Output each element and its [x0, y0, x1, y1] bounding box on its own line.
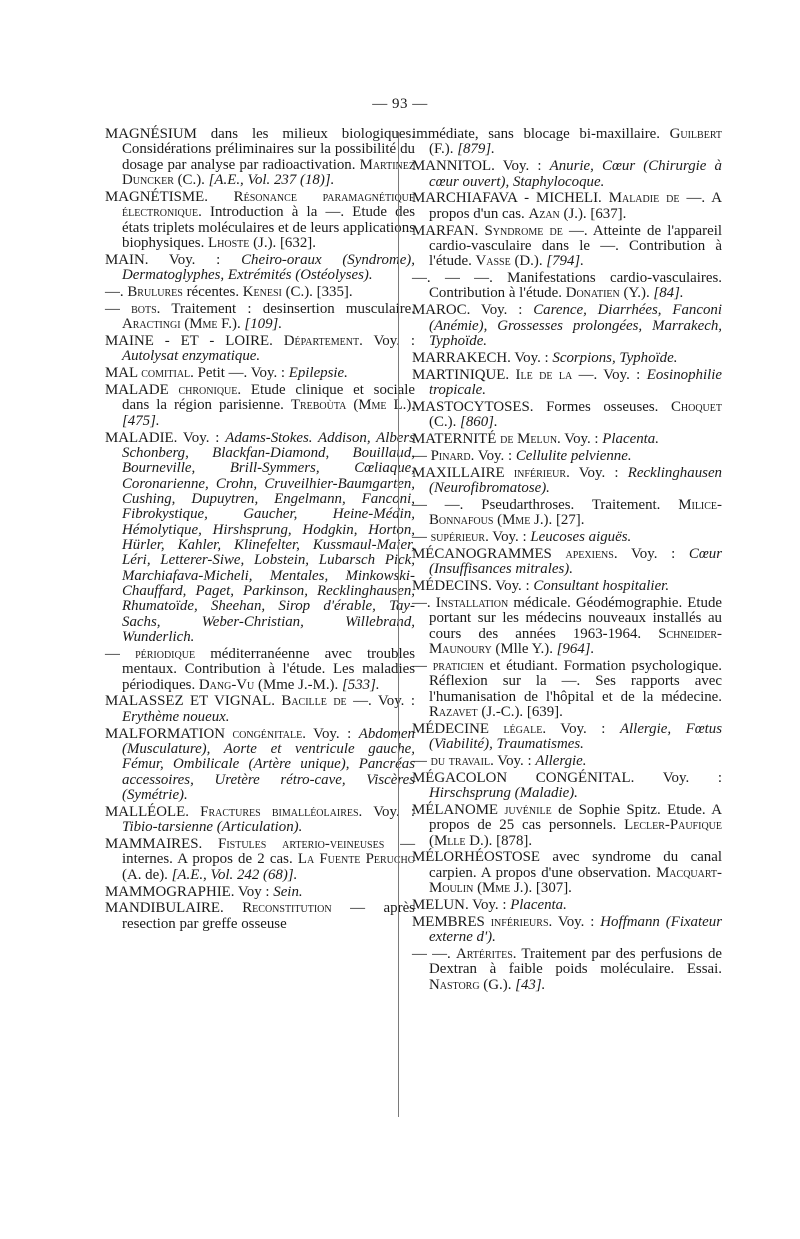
entry-text: — — [412, 657, 433, 674]
entry-text: MAMMAIRES. — [105, 835, 219, 852]
entry-italic-text: Cellulite pelvienne. — [515, 447, 632, 464]
entry-italic-text: [84]. — [653, 285, 684, 302]
index-entry — [412, 224, 722, 270]
entry-smallcaps-text: Artérites. — [455, 946, 517, 963]
entry-smallcaps-text: Nastorg (G.). — [429, 976, 512, 993]
entry-smallcaps-text: inférieurs. — [490, 913, 553, 930]
entry-italic-text: Sein. — [273, 883, 303, 900]
entry-smallcaps-text: Lecler-Paufique (Mlle D.). — [429, 817, 722, 849]
entry-text: Petit —. Voy. : — [193, 365, 289, 382]
entry-text: Voy. : — [474, 447, 516, 464]
entry-text: —. Voy. : — [572, 366, 647, 383]
entry-text: [639]. — [523, 703, 563, 720]
entry-text: MALFORMATION — [105, 725, 233, 742]
index-entry — [105, 127, 415, 188]
entry-text: Voy. : — [617, 545, 689, 562]
entry-text: MAL — [105, 365, 142, 382]
entry-text: MALADE — [105, 382, 179, 398]
entry-text: récentes. — [182, 283, 243, 300]
entry-smallcaps-text: du travail. — [430, 752, 494, 769]
entry-text: Voy. : — [488, 529, 531, 546]
entry-smallcaps-text: congénitale. — [232, 725, 306, 742]
entry-text: (A. de). — [122, 866, 172, 883]
entry-text: MEMBRES — [412, 913, 491, 930]
entry-text: médicale. Géodémographie. Etude portant sur les médecins nouveaux installés au cours des années 1963-1964. — [429, 594, 723, 642]
entry-text: MÉDECINS. Voy. : — [412, 578, 534, 595]
entry-text: — — [412, 447, 431, 464]
entry-text: MATERNITÉ — [412, 431, 501, 448]
entry-text: MELUN. Voy. : — [412, 897, 511, 913]
index-entry — [412, 466, 722, 497]
entry-italic-text: Hirschsprung (Maladie). — [429, 785, 578, 802]
entry-smallcaps-text: juvénile — [504, 801, 552, 818]
entry-smallcaps-text: légale. — [503, 720, 547, 737]
entry-text: (Mme J.-M.). — [254, 676, 342, 693]
entry-italic-text: Allergie, Fœtus (Viabilité), Traumatismes. — [429, 720, 723, 753]
index-entry — [412, 659, 722, 720]
entry-smallcaps-text: Schneider-Maunoury — [429, 625, 722, 657]
index-entry — [412, 722, 722, 753]
entry-smallcaps-text: Donatien (Y.). — [565, 285, 650, 302]
entry-text: Introduction à la —. Etude des états triplets moléculaires et de leurs applications biophysiques. — [122, 204, 415, 251]
index-entry — [412, 400, 722, 431]
entry-text: —. — —. Manifestations cardio-vasculaires. Contribution à l'étude. — [412, 270, 722, 302]
entry-text: MALADIE. Voy. : — [105, 429, 226, 446]
entry-text: MALLÉOLE. — [105, 803, 201, 820]
entry-smallcaps-text: Kenesi (C.). — [242, 283, 313, 300]
entry-text: — — [105, 645, 136, 662]
index-entry — [412, 803, 722, 849]
entry-italic-text: Recklinghausen (Neurofibromatose). — [429, 464, 722, 497]
entry-text: MARCHIAFAVA - MICHELI. — [412, 190, 609, 207]
entry-smallcaps-text: Fractures bimalléolaires. — [200, 803, 363, 820]
entry-italic-text: Placenta. — [510, 897, 567, 913]
entry-italic-text: Epilepsie. — [288, 365, 348, 382]
entry-italic-text: Consultant hospitalier. — [533, 578, 670, 595]
index-entry — [412, 432, 722, 447]
index-entry — [105, 190, 415, 251]
index-entry — [412, 915, 722, 946]
entry-text: MAMMOGRAPHIE. Voy : — [105, 883, 274, 900]
index-entry — [105, 302, 415, 333]
entry-smallcaps-text: Installation — [435, 594, 509, 611]
entry-smallcaps-text: Martinez Duncker (C.). — [122, 156, 415, 189]
entry-smallcaps-text: Razavet (J.-C.). — [429, 703, 524, 720]
entry-text: [335]. — [312, 283, 353, 300]
entry-text: méditerranéenne avec troubles mentaux. Contribution à l'étude. Les maladies périodiques. — [122, 645, 415, 693]
entry-text: [27]. — [552, 512, 585, 529]
entry-italic-text: Anurie, Cœur (Chirurgie à cœur ouvert), Staphylocoque. — [429, 158, 722, 190]
index-entry — [412, 449, 722, 464]
entry-smallcaps-text: Choquet (C.). — [429, 398, 722, 431]
entry-text: Etude clinique et sociale dans la région parisienne. — [122, 382, 415, 414]
entry-text: MÉDECINE — [412, 720, 504, 737]
entry-text: MAGNÉTISME. — [105, 188, 234, 205]
entry-smallcaps-text: de Melun. — [500, 431, 561, 448]
entry-smallcaps-text: Ile de la — [515, 366, 573, 383]
entry-smallcaps-text: Aractingi (Mme F.). — [122, 316, 241, 333]
entry-text: Voy. : — [546, 720, 620, 737]
index-entry — [412, 771, 722, 802]
index-entry — [105, 647, 415, 693]
entry-smallcaps-text: comitial. — [141, 365, 194, 382]
index-entry — [412, 159, 722, 190]
entry-text: MARTINIQUE. — [412, 366, 516, 383]
entry-text: MÉGACOLON CONGÉNITAL. Voy. : — [412, 769, 722, 786]
index-entry-continuation — [412, 127, 722, 158]
entry-smallcaps-text: Milice-Bonnafous (Mme J.). — [429, 496, 722, 529]
index-entry — [105, 253, 415, 284]
entry-text: MAXILLAIRE — [412, 464, 514, 481]
entry-smallcaps-text: Lhoste (J.). — [208, 234, 277, 251]
index-entry — [105, 366, 415, 381]
entry-text: MANNITOL. Voy. : — [412, 158, 550, 175]
entry-italic-text: [533]. — [341, 676, 380, 693]
entry-text: — — [105, 300, 132, 317]
index-entry — [412, 898, 722, 913]
entry-italic-text: [794]. — [546, 253, 584, 270]
entry-italic-text: Erythème noueux. — [122, 708, 230, 725]
entry-text: MÉLANOME — [412, 801, 505, 818]
entry-italic-text: [860]. — [460, 414, 498, 431]
index-entry — [105, 837, 415, 883]
index-entry — [105, 383, 415, 429]
entry-text: MAGNÉSIUM dans les milieux biologiques. Considérations préliminaires sur la possibilité du dosage par analyse par radioactivation. — [105, 126, 415, 173]
entry-italic-text: [A.E., Vol. 242 (68)]. — [171, 866, 298, 883]
entry-smallcaps-text: La Fuente Perucho — [297, 851, 415, 868]
entry-smallcaps-text: Résonance paramagnétique électronique. — [122, 188, 415, 221]
entry-text: Voy. : — [560, 431, 603, 448]
index-entry — [105, 694, 415, 725]
page-number: — 93 — — [372, 96, 428, 112]
entry-text: — — [412, 752, 431, 769]
entry-smallcaps-text: Macquart-Moulin (Mme J.). — [429, 864, 722, 897]
index-entry — [412, 754, 722, 769]
entry-italic-text: Carence, Diarrhées, Fanconi (Anémie), Grossesses prolongées, Marrakech, Typhoïde. — [429, 302, 722, 349]
entry-text: [878]. — [492, 832, 533, 849]
entry-text: —. Voy. : — [346, 693, 415, 710]
index-entry — [412, 191, 722, 222]
entry-italic-text: Hoffmann (Fixateur externe d'). — [429, 913, 722, 946]
index-entry — [412, 596, 722, 657]
index-entry — [412, 579, 722, 594]
entry-italic-text: Leucoses aiguës. — [530, 529, 632, 546]
index-entry — [105, 334, 415, 365]
entry-text: MANDIBULAIRE. — [105, 900, 243, 917]
entry-italic-text: [879]. — [457, 141, 495, 158]
index-entry — [105, 285, 415, 300]
index-column-right — [412, 127, 722, 995]
entry-text: immédiate, sans blocage bi-maxillaire. — [412, 126, 670, 142]
entry-text: MÉCANOGRAMMES — [412, 545, 566, 562]
index-entry — [105, 431, 415, 646]
entry-text: MAINE - ET - LOIRE. — [105, 332, 284, 349]
entry-text: Voy. : — [569, 464, 628, 481]
entry-smallcaps-text: apexiens. — [565, 545, 618, 562]
entry-text: MASTOCYTOSES. Formes osseuses. — [412, 398, 671, 415]
index-entry — [105, 805, 415, 836]
entry-italic-text: [109]. — [244, 316, 283, 333]
entry-text: — internes. A propos de 2 cas. — [122, 835, 415, 868]
entry-text: MÉLORHÉOSTOSE avec syndrome du canal carpien. A propos d'une observation. — [412, 849, 722, 881]
index-entry — [105, 885, 415, 900]
index-column-left — [105, 127, 415, 934]
entry-italic-text: Autolysat enzymatique. — [122, 348, 261, 365]
index-entry — [412, 368, 722, 399]
entry-italic-text: Adams-Stokes. Addison, Albers Schonberg, Blackfan-Diamond, Bouillaud, Bourneville, Brill-Symmers, Cœliaque, Coronarienne, Crohn, Cruveilhier-Baumgarten, Cushing, Dupuytren, Engelmann, Fanconi, Fibrokystique, Gaucher, Heine-Médin, Hémolytique, Hirshsprung, Hodgkin, Horton, Hürler, Kahler, Klinefelter, Kussmaul-Maier, Léri, Letterer-Siwe, Lobstein, Lubarsch Pick, Marchiafava-Micheli, Mentales, Minkowski-Chauffard, Paget, Parkinson, Recklinghausen, Rhumatoïde, Sheehan, Sirop d'érable, Tay-Sachs, Weber-Christian, Willebrand, Wunderlich. — [122, 429, 416, 645]
entry-text: MAROC. Voy. : — [412, 302, 534, 319]
entry-smallcaps-text: Reconstitution — [242, 900, 332, 917]
entry-text: de Sophie Spitz. Etude. A propos de 25 cas personnels. — [429, 801, 722, 834]
entry-text: MARFAN. — [412, 222, 485, 239]
column-divider — [398, 132, 399, 1117]
entry-smallcaps-text: supérieur. — [430, 529, 489, 546]
index-entry — [412, 547, 722, 578]
entry-italic-text: Cœur (Insuffisances mitrales). — [429, 545, 722, 578]
entry-smallcaps-text: inférieur. — [513, 464, 570, 481]
entry-smallcaps-text: Maladie de — [608, 190, 680, 207]
entry-text: Traitement : desinsertion musculaire. — [160, 300, 415, 317]
entry-italic-text: Tibio-tarsienne (Articulation). — [122, 819, 303, 836]
entry-smallcaps-text: Pinard. — [430, 447, 475, 464]
entry-smallcaps-text: Syndrome de — [484, 222, 563, 239]
entry-italic-text: Placenta. — [602, 431, 659, 448]
entry-text: MARRAKECH. Voy. : — [412, 349, 553, 366]
index-entry — [105, 727, 415, 804]
entry-text: MALASSEZ ET VIGNAL. — [105, 693, 282, 710]
entry-italic-text: Allergie. — [535, 752, 587, 769]
entry-smallcaps-text: Treboùta (Mme L.). — [290, 397, 415, 414]
entry-smallcaps-text: Vasse (D.). — [475, 253, 543, 270]
entry-text: — après resection par greffe osseuse — [122, 900, 415, 932]
index-entry — [412, 947, 722, 993]
entry-text: [632]. — [276, 234, 316, 251]
index-entry — [105, 901, 415, 932]
entry-text: —. A propos d'un cas. — [429, 190, 722, 222]
entry-smallcaps-text: praticien — [432, 657, 484, 674]
entry-text: [307]. — [532, 880, 572, 897]
entry-text: (Mlle Y.). — [491, 641, 557, 657]
entry-text: Voy. : — [552, 913, 601, 930]
entry-smallcaps-text: Brulures — [127, 283, 183, 300]
index-entry — [412, 303, 722, 349]
entry-text: [637]. — [586, 205, 627, 222]
index-entry — [412, 271, 722, 302]
entry-text: Voy. : — [493, 752, 536, 769]
entry-text: — — [412, 529, 431, 546]
entry-italic-text: Abdomen (Musculature), Aorte et ventricule gauche, Fémur, Ombilicale (Artère unique), Pancréas accessoires, Uretère rétro-cave, Viscères (Symétrie). — [122, 725, 415, 803]
entry-text: —. Atteinte de l'appareil cardio-vasculaire dans le —. Contribution à l'étude. — [429, 222, 722, 270]
entry-italic-text: [A.E., Vol. 237 (18)]. — [208, 172, 335, 189]
entry-text: Voy. : — [362, 332, 415, 349]
entry-italic-text: [43]. — [515, 976, 546, 993]
entry-smallcaps-text: Bacille de — [281, 693, 347, 710]
entry-italic-text: Cheiro-oraux (Syndrome), Dermatoglyphes, Extrémités (Ostéolyses). — [122, 251, 415, 284]
entry-text: —. — [412, 594, 436, 611]
index-entry — [412, 850, 722, 896]
entry-text: Traitement par des perfusions de Dextran à faible poids moléculaire. Essai. — [429, 946, 723, 978]
entry-smallcaps-text: bots. — [131, 300, 161, 317]
entry-smallcaps-text: Guilbert (F.). — [429, 126, 722, 158]
entry-italic-text: Scorpions, Typhoïde. — [552, 349, 678, 366]
entry-smallcaps-text: Azan (J.). — [528, 205, 587, 222]
entry-text: Voy. : — [305, 725, 359, 742]
entry-italic-text: [964]. — [556, 641, 595, 657]
entry-text: MAIN. Voy. : — [105, 251, 242, 268]
entry-text: —. — [105, 283, 128, 300]
entry-smallcaps-text: Département. — [283, 332, 363, 349]
entry-italic-text: [475]. — [122, 412, 160, 429]
entry-text: — —. Pseudarthroses. Traitement. — [412, 496, 679, 513]
entry-text: Voy. : — [362, 803, 416, 820]
entry-text: — —. — [412, 946, 456, 963]
index-entry — [412, 351, 722, 366]
entry-smallcaps-text: Fistules arterio-veineuses — [218, 835, 385, 852]
entry-italic-text: Eosinophilie tropicale. — [429, 366, 722, 398]
index-entry — [412, 530, 722, 545]
index-entry — [412, 498, 722, 529]
entry-smallcaps-text: chronique. — [178, 382, 242, 398]
entry-smallcaps-text: périodique — [135, 645, 196, 662]
entry-text: et étudiant. Formation psychologique. Réflexion sur la —. Ses rapports avec l'humanisation de l'hôpital et de la médecine. — [429, 657, 722, 705]
entry-smallcaps-text: Dang-Vu — [198, 676, 255, 693]
